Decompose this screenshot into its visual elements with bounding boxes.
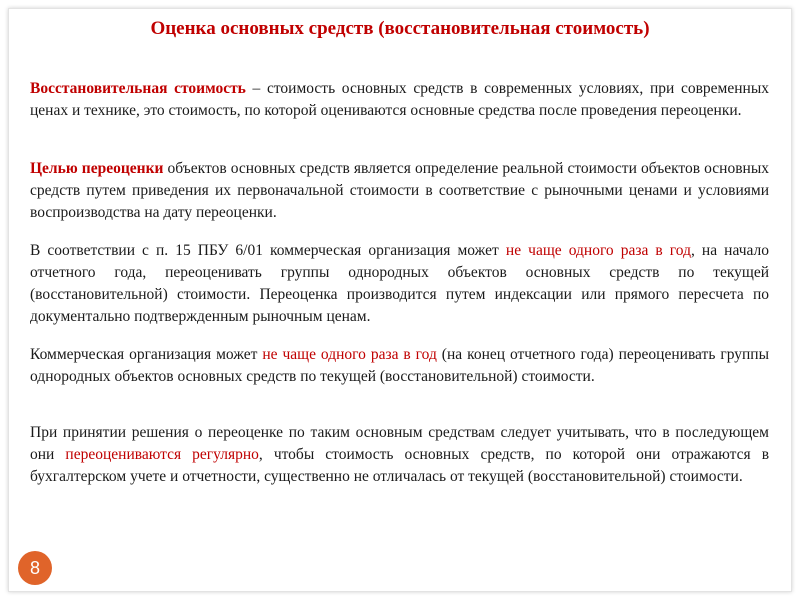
paragraph-pbu-rule: [30, 240, 769, 328]
paragraph-definition: [30, 78, 769, 122]
decision-highlight: переоцениваются регулярно: [65, 446, 259, 463]
purpose-text: объектов основных средств является определение реальной стоимости объектов основных средств путем приведения их первоначальной стоимости в соответствие с рыночными ценами и условиями воспроизводства на дату переоценки.: [30, 160, 769, 221]
definition-text: – стоимость основных средств в современных условиях, при современных ценах и технике, это стоимость, по которой оцениваются основные средства после проведения переоценки.: [30, 80, 770, 119]
page-number-badge: 8: [18, 551, 52, 585]
pbu-text-after: , на начало отчетного года, переоценивать группы однородных объектов основных средств по текущей (восстановительной) стоимости. Переоценка производится путем индексации или прямого пересчета по документально подтвержденным рыночным ценам.: [30, 242, 770, 325]
slide-title: Оценка основных средств (восстановительная стоимость): [150, 18, 650, 39]
pbu-text-before: В соответствии с п. 15 ПБУ 6/01 коммерческая организация может: [30, 242, 506, 259]
term-replacement-cost: Восстановительная стоимость: [30, 80, 246, 97]
commercial-text-before: Коммерческая организация может: [30, 346, 263, 363]
pbu-highlight: не чаще одного раза в год: [505, 242, 691, 259]
decision-text-before: При принятии решения о переоценке по таким основным средствам следует учитывать, что в последующем они: [30, 424, 769, 463]
commercial-highlight: не чаще одного раза в год: [262, 346, 437, 363]
paragraph-decision: [30, 422, 769, 488]
decision-text-after: , чтобы стоимость основных средств, по которой они отражаются в бухгалтерском учете и отчетности, существенно не отличалась от текущей (восстановительной) стоимости.: [30, 446, 770, 485]
paragraph-purpose: [30, 158, 769, 224]
term-revaluation-purpose: Целью переоценки: [30, 160, 164, 177]
paragraph-commercial-rule: [30, 344, 769, 388]
commercial-text-after: (на конец отчетного года) переоценивать группы однородных объектов основных средств по текущей (восстановительной) стоимости.: [30, 346, 769, 385]
